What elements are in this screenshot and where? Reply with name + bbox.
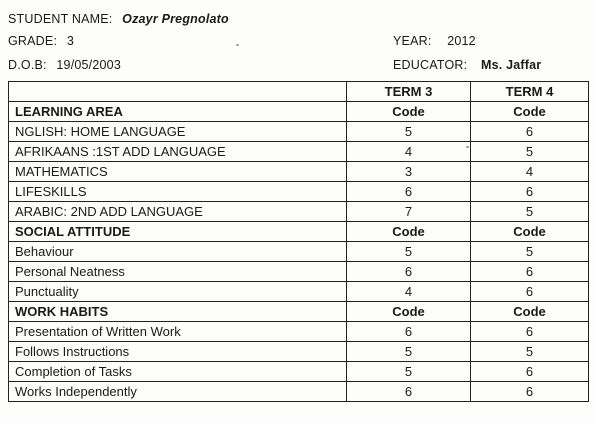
student-name-label: STUDENT NAME:: [8, 12, 113, 26]
term3-value: Code: [347, 102, 471, 122]
term4-header: TERM 4: [471, 82, 589, 102]
educator-line: [393, 58, 541, 72]
student-name-value: Ozayr Pregnolato: [122, 12, 229, 26]
term3-value: 5: [347, 242, 471, 262]
table-row: [9, 322, 589, 342]
term3-value: 4: [347, 142, 471, 162]
term4-value: 6: [471, 282, 589, 302]
header-blank-cell: [9, 82, 347, 102]
table-section-row: [9, 102, 589, 122]
term3-value: 5: [347, 342, 471, 362]
term4-value: Code: [471, 302, 589, 322]
dob-value: 19/05/2003: [56, 58, 121, 72]
term3-value: 5: [347, 362, 471, 382]
term3-value: 5: [347, 122, 471, 142]
term4-value: 6: [471, 122, 589, 142]
results-table: [8, 81, 589, 402]
grade-label: GRADE:: [8, 34, 58, 48]
table-row: [9, 362, 589, 382]
year-label: YEAR:: [393, 34, 432, 48]
subject-label: NGLISH: HOME LANGUAGE: [9, 122, 347, 142]
section-heading: SOCIAL ATTITUDE: [9, 222, 347, 242]
term4-value: 6: [471, 382, 589, 402]
subject-label: AFRIKAANS :1ST ADD LANGUAGE: [9, 142, 347, 162]
table-section-row: [9, 222, 589, 242]
subject-label: Personal Neatness: [9, 262, 347, 282]
dob-label: D.O.B:: [8, 58, 47, 72]
year-value: 2012: [447, 34, 476, 48]
term4-value: 5: [471, 242, 589, 262]
term3-header: TERM 3: [347, 82, 471, 102]
term4-value: 6: [471, 362, 589, 382]
subject-label: ARABIC: 2ND ADD LANGUAGE: [9, 202, 347, 222]
section-heading: WORK HABITS: [9, 302, 347, 322]
term3-value: 6: [347, 182, 471, 202]
subject-label: Punctuality: [9, 282, 347, 302]
table-row: [9, 182, 589, 202]
grade-value: 3: [66, 34, 74, 48]
grade-line: [8, 34, 74, 48]
table-row: [9, 382, 589, 402]
term3-value: Code: [347, 222, 471, 242]
year-line: [393, 34, 476, 48]
term4-value: 4: [471, 162, 589, 182]
section-heading: LEARNING AREA: [9, 102, 347, 122]
dob-line: [8, 58, 121, 72]
scan-speck: [236, 44, 239, 46]
student-name-line: [8, 12, 229, 26]
subject-label: MATHEMATICS: [9, 162, 347, 182]
table-row: [9, 142, 589, 162]
subject-label: Behaviour: [9, 242, 347, 262]
term3-value: 4: [347, 282, 471, 302]
term4-value: 6: [471, 182, 589, 202]
term4-value: 5: [471, 202, 589, 222]
subject-label: Follows Instructions: [9, 342, 347, 362]
table-row: [9, 282, 589, 302]
term3-value: 6: [347, 322, 471, 342]
subject-label: Completion of Tasks: [9, 362, 347, 382]
educator-label: EDUCATOR:: [393, 58, 468, 72]
term4-value: 5: [471, 142, 589, 162]
term3-value: 6: [347, 382, 471, 402]
term4-value: 6: [471, 262, 589, 282]
table-row: [9, 202, 589, 222]
term4-value: Code: [471, 222, 589, 242]
term3-value: 3: [347, 162, 471, 182]
term3-value: 6: [347, 262, 471, 282]
table-row: [9, 122, 589, 142]
table-row: [9, 262, 589, 282]
subject-label: Works Independently: [9, 382, 347, 402]
term4-value: 5: [471, 342, 589, 362]
term4-value: 6: [471, 322, 589, 342]
table-row: [9, 242, 589, 262]
subject-label: Presentation of Written Work: [9, 322, 347, 342]
table-row: [9, 162, 589, 182]
subject-label: LIFESKILLS: [9, 182, 347, 202]
term3-value: Code: [347, 302, 471, 322]
table-section-row: [9, 302, 589, 322]
table-header-row: [9, 82, 589, 102]
term3-value: 7: [347, 202, 471, 222]
educator-value: Ms. Jaffar: [480, 58, 542, 72]
table-row: [9, 342, 589, 362]
term4-value: Code: [471, 102, 589, 122]
